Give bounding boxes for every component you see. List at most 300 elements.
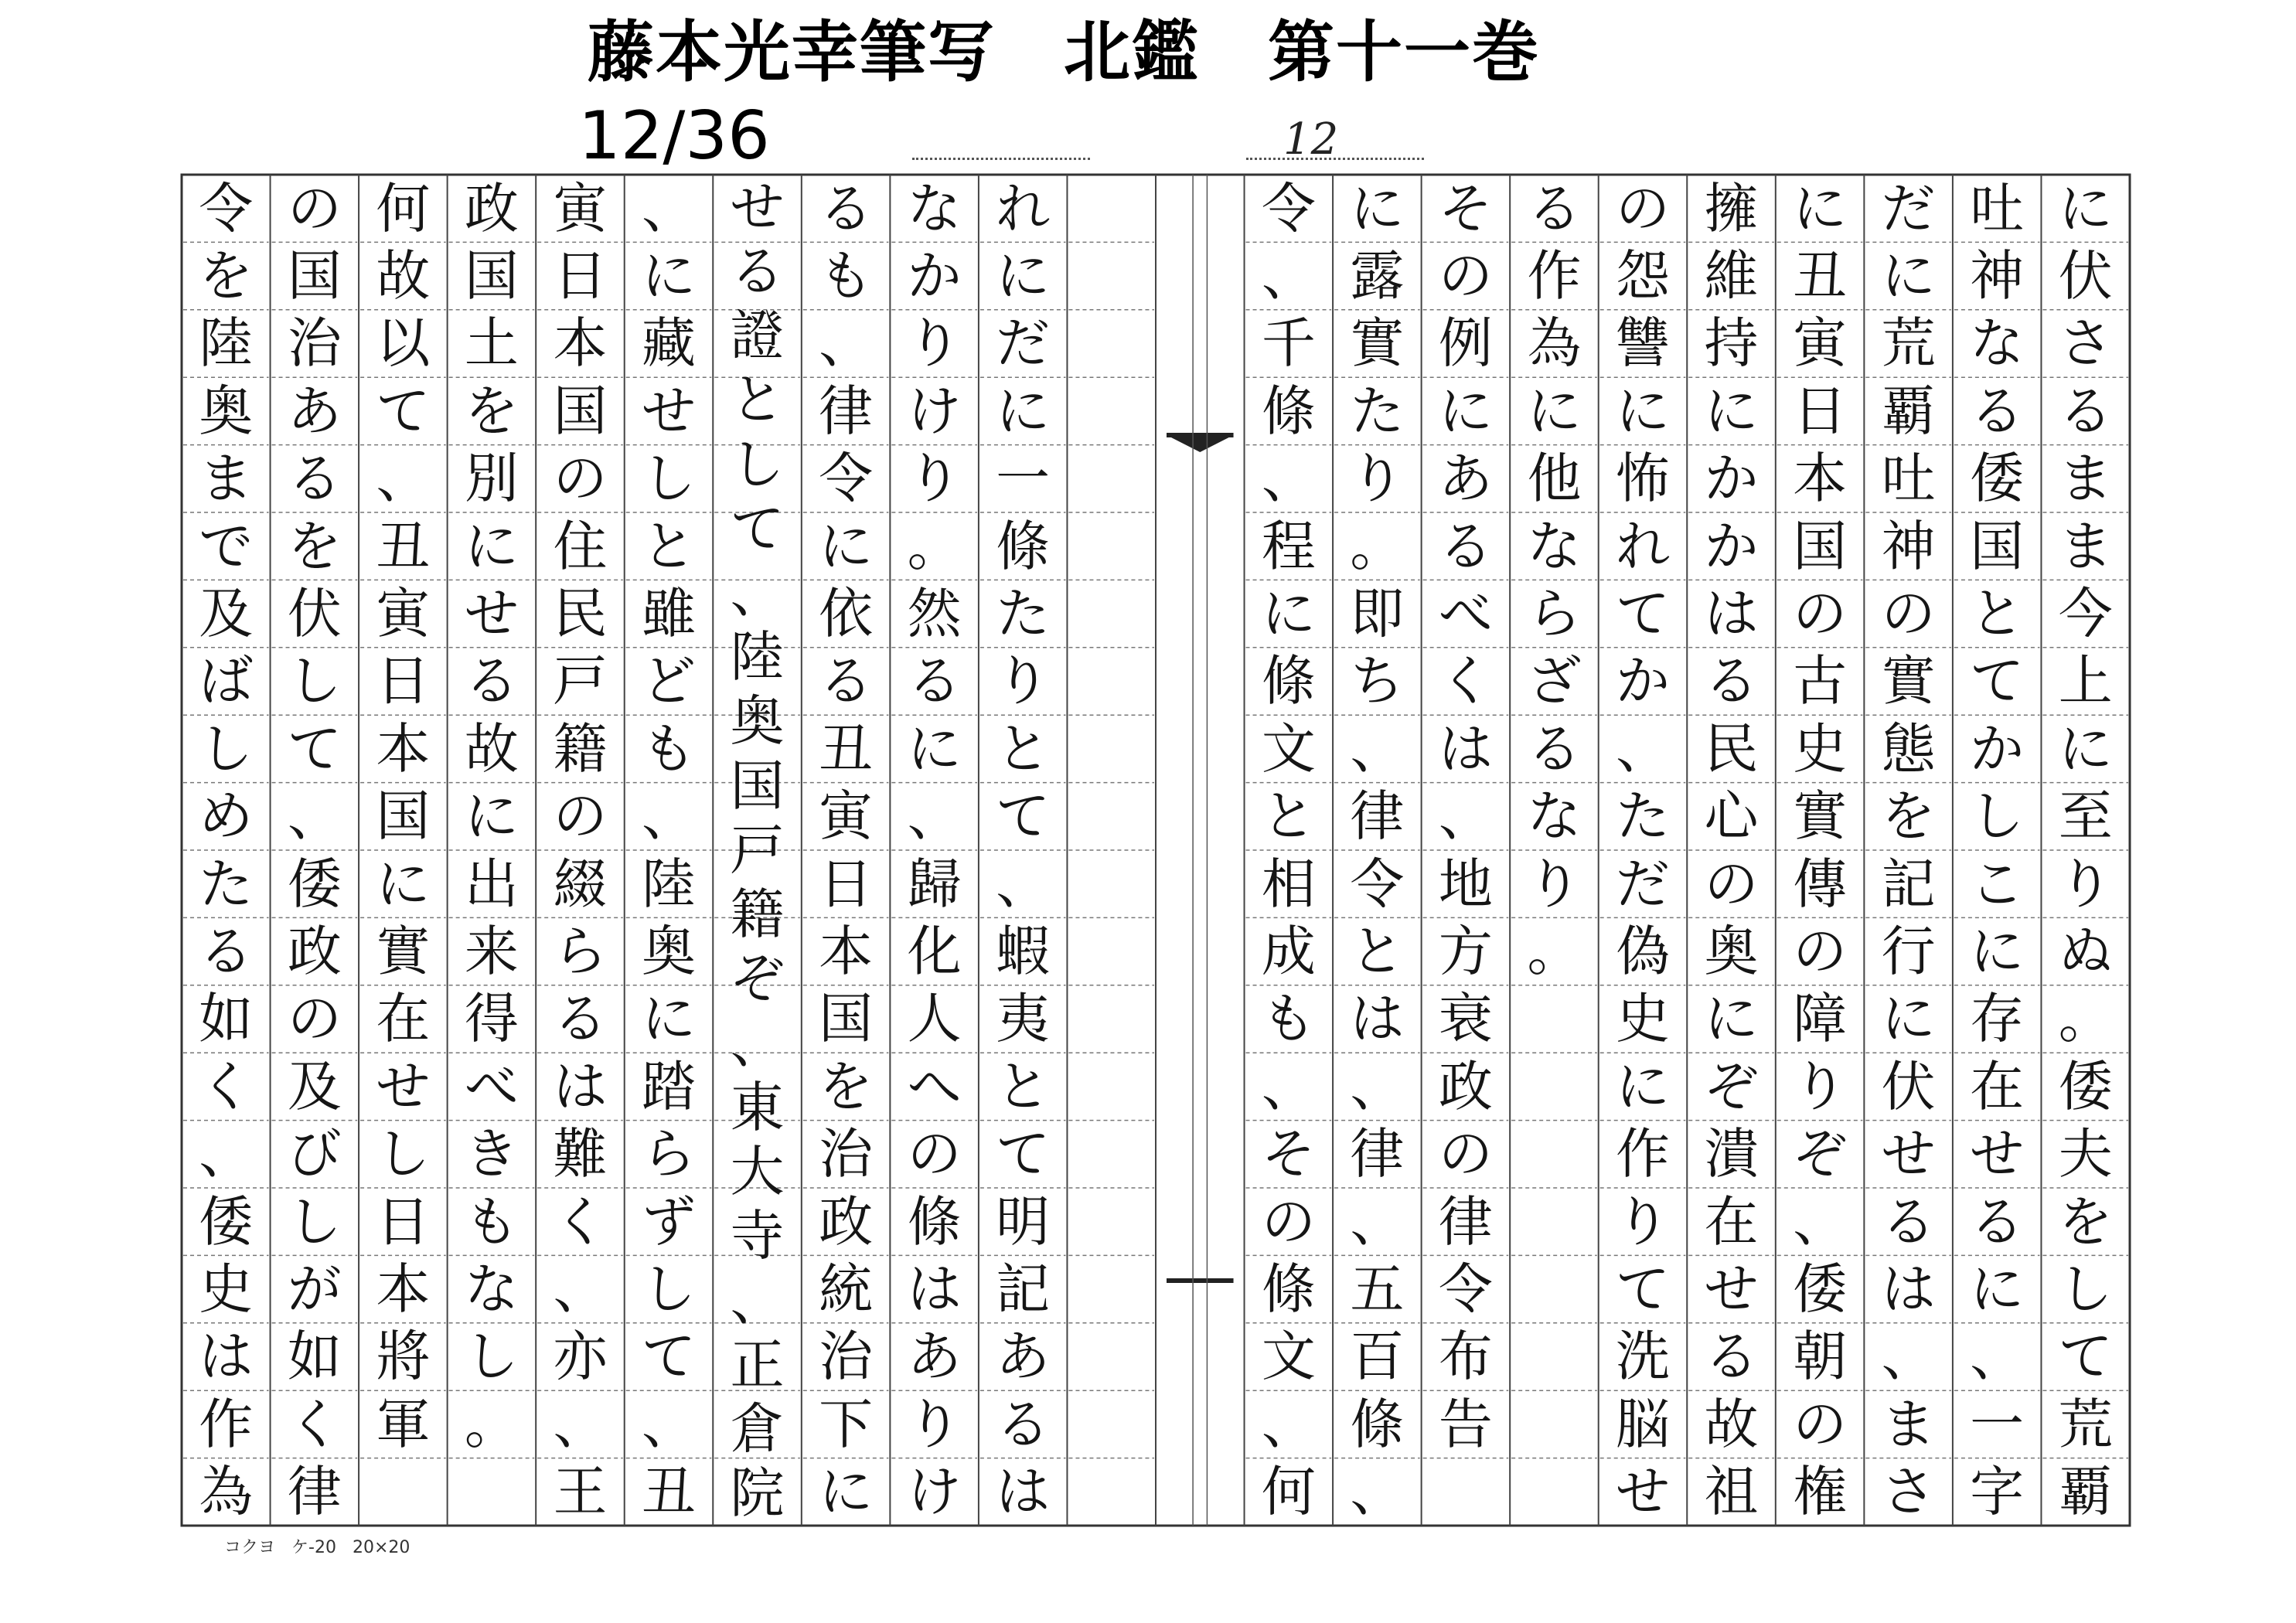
manuscript-char: 吐 [1970,176,2025,240]
manuscript-char: 戸 [730,818,785,882]
manuscript-char: 覇 [1881,379,1936,443]
manuscript-char: 實 [1793,784,1848,849]
manuscript-char: 伏 [287,582,342,646]
manuscript-column [1244,175,1334,1526]
manuscript-char: る [1527,716,1582,781]
manuscript-char: り [1527,852,1582,916]
manuscript-char: は [907,1257,962,1321]
manuscript-char: 、 [642,1392,696,1456]
manuscript-char: 律 [1350,1122,1405,1186]
manuscript-char: 、 [199,1122,254,1186]
manuscript-char: 在 [1704,1189,1759,1254]
manuscript-char: 古 [1793,649,1848,713]
manuscript-char: 、 [1350,1189,1405,1254]
manuscript-char: 陸 [730,625,785,689]
manuscript-char: か [907,244,962,308]
manuscript-char: せ [376,1054,431,1118]
manuscript-char: 作 [1616,1122,1670,1186]
manuscript-char: 條 [1261,649,1316,713]
manuscript-char: 籍 [730,883,785,947]
manuscript-char: 如 [199,987,254,1051]
manuscript-char: り [1616,1189,1670,1254]
manuscript-char: に [996,379,1051,443]
manuscript-char: な [464,1257,519,1321]
manuscript-char: に [819,514,874,578]
manuscript-char: 寅 [1793,311,1848,376]
manuscript-char: り [1793,1054,1848,1118]
manuscript-char: 倉 [730,1397,785,1461]
manuscript-char: だ [1616,852,1670,916]
manuscript-char: る [819,176,874,240]
manuscript-char: ざ [1527,649,1582,713]
manuscript-char: 及 [199,582,254,646]
manuscript-char: 国 [1970,514,2025,578]
manuscript-char: 土 [464,311,519,376]
manuscript-char: 夫 [2058,1122,2113,1186]
manuscript-char: 條 [1261,379,1316,443]
manuscript-char: し [1970,784,2025,849]
manuscript-char: 令 [1261,176,1316,240]
manuscript-char: そ [1438,176,1493,240]
manuscript-char: も [464,1189,519,1254]
manuscript-char: て [996,784,1051,849]
manuscript-char: る [996,1392,1051,1456]
manuscript-char: 、 [819,311,874,376]
manuscript-char: 、 [1350,1054,1405,1118]
handwritten-page-number: 12 [1283,114,1339,165]
manuscript-char: に [819,1460,874,1524]
manuscript-char: 實 [1350,311,1405,376]
manuscript-char: 東 [730,1075,785,1139]
manuscript-char: 亦 [553,1325,608,1389]
manuscript-char: 本 [1793,447,1848,511]
manuscript-char: に [1970,1257,2025,1321]
manuscript-char: ぬ [2058,919,2113,983]
manuscript-char: の [1438,244,1493,308]
manuscript-char: 即 [1350,582,1405,646]
manuscript-column [890,175,979,1526]
manuscript-char: 今 [2058,582,2113,646]
manuscript-char: び [287,1122,342,1186]
manuscript-char: 国 [553,379,608,443]
manuscript-char: く [199,1054,254,1118]
manuscript-column [1509,175,1599,1526]
manuscript-char: 倭 [1970,447,2025,511]
manuscript-char: 令 [199,176,254,240]
manuscript-char: ち [1350,649,1405,713]
manuscript-column [1067,175,1157,1526]
manuscript-char: 寅 [376,582,431,646]
manuscript-char: か [1616,649,1670,713]
manuscript-char: さ [2058,311,2113,376]
manuscript-char: 百 [1350,1325,1405,1389]
manuscript-char: る [1970,1189,2025,1254]
manuscript-char: 記 [996,1257,1051,1321]
manuscript-char: 明 [996,1189,1051,1254]
manuscript-char: め [199,784,254,849]
manuscript-char: 祖 [1704,1460,1759,1524]
manuscript-char: に [996,244,1051,308]
manuscript-char: に [1261,582,1316,646]
manuscript-char: だ [996,311,1051,376]
manuscript-char: 本 [553,311,608,376]
manuscript-char: 倭 [1793,1257,1848,1321]
manuscript-column [181,175,271,1526]
manuscript-char: 史 [1793,716,1848,781]
manuscript-char: 。 [1527,919,1582,983]
manuscript-char: て [1970,649,2025,713]
manuscript-char: に [464,784,519,849]
manuscript-char: 、 [1881,1325,1936,1389]
manuscript-char: は [1438,716,1493,781]
manuscript-char: 、 [907,784,962,849]
manuscript-char: た [996,582,1051,646]
manuscript-char: 日 [376,649,431,713]
manuscript-char: 大 [730,1140,785,1204]
manuscript-char: 荒 [1881,311,1936,376]
manuscript-char: あ [996,1325,1051,1389]
manuscript-char: 怨 [1616,244,1670,308]
manuscript-char: 、 [553,1257,608,1321]
manuscript-char: 何 [1261,1460,1316,1524]
manuscript-char: 然 [907,582,962,646]
manuscript-char: と [1350,919,1405,983]
manuscript-char: ら [642,1122,696,1186]
manuscript-char: 権 [1793,1460,1848,1524]
manuscript-char: 、 [730,1011,785,1075]
manuscript-char: 字 [1970,1460,2025,1524]
manuscript-char: 衰 [1438,987,1493,1051]
manuscript-char: 人 [907,987,962,1051]
manuscript-char: 故 [464,716,519,781]
manuscript-char: に [1881,987,1936,1051]
manuscript-char: 令 [819,447,874,511]
manuscript-char: は [199,1325,254,1389]
page-counter: 12/36 [578,97,770,175]
manuscript-char: 故 [376,244,431,308]
manuscript-char: 日 [819,852,874,916]
manuscript-char: と [1261,784,1316,849]
manuscript-char: て [287,716,342,781]
manuscript-char: 来 [464,919,519,983]
manuscript-char: 、 [1261,244,1316,308]
manuscript-char: 傳 [1793,852,1848,916]
manuscript-char: 倭 [287,852,342,916]
manuscript-char: の [1793,1392,1848,1456]
manuscript-char: 以 [376,311,431,376]
manuscript-char: 一 [996,447,1051,511]
manuscript-char: を [199,244,254,308]
manuscript-char: も [819,244,874,308]
manuscript-char: 脳 [1616,1392,1670,1456]
manuscript-char: し [376,1122,431,1186]
manuscript-char: せ [730,175,785,239]
manuscript-char: 本 [819,919,874,983]
manuscript-char: せ [1616,1460,1670,1524]
manuscript-char: 、 [1261,447,1316,511]
manuscript-char: の [1616,176,1670,240]
manuscript-char: 、 [996,852,1051,916]
manuscript-char: 院 [730,1461,785,1526]
manuscript-char: 律 [1438,1189,1493,1254]
manuscript-char: 維 [1704,244,1759,308]
manuscript-char: て [996,1122,1051,1186]
manuscript-char: 蝦 [996,919,1051,983]
manuscript-char: の [1438,1122,1493,1186]
manuscript-column [1332,175,1422,1526]
manuscript-char: べ [1438,582,1493,646]
manuscript-char: 依 [819,582,874,646]
manuscript-char: ま [199,447,254,511]
manuscript-char: を [819,1054,874,1118]
manuscript-char: せ [1881,1122,1936,1186]
manuscript-char: 踏 [642,1054,696,1118]
manuscript-char: 史 [199,1257,254,1321]
manuscript-char: る [1704,649,1759,713]
manuscript-char: 程 [1261,514,1316,578]
manuscript-char: 成 [1261,919,1316,983]
manuscript-char: 及 [287,1054,342,1118]
manuscript-char: し [199,716,254,781]
manuscript-char: 、 [553,1392,608,1456]
manuscript-char: 、 [730,561,785,625]
manuscript-char: る [199,919,254,983]
manuscript-char: せ [642,379,696,443]
manuscript-char: 一 [1970,1392,2025,1456]
manuscript-char: に [1616,1054,1670,1118]
manuscript-char: 綴 [553,852,608,916]
manuscript-char: る [287,447,342,511]
manuscript-char: 奥 [199,379,254,443]
manuscript-char: く [287,1392,342,1456]
manuscript-char: の [1881,582,1936,646]
manuscript-char: せ [464,582,519,646]
manuscript-char: 住 [553,514,608,578]
manuscript-column [535,175,625,1526]
manuscript-char: に [2058,176,2113,240]
manuscript-char: と [996,716,1051,781]
manuscript-char: 寅 [553,176,608,240]
manuscript-char: で [199,514,254,578]
manuscript-char: だ [1881,176,1936,240]
manuscript-char: と [730,368,785,432]
manuscript-char: な [1970,311,2025,376]
manuscript-char: に [1970,919,2025,983]
manuscript-char: る [2058,379,2113,443]
manuscript-char: 例 [1438,311,1493,376]
manuscript-char: へ [907,1054,962,1118]
manuscript-char: に [2058,716,2113,781]
manuscript-char: し [730,432,785,496]
manuscript-char: き [464,1122,519,1186]
manuscript-char: 露 [1350,244,1405,308]
manuscript-char: 障 [1793,987,1848,1051]
manuscript-char: を [2058,1189,2113,1254]
manuscript-char: る [1970,379,2025,443]
manuscript-char: こ [1970,852,2025,916]
manuscript-char: 籍 [553,716,608,781]
manuscript-char: に [1704,987,1759,1051]
manuscript-char: 吐 [1881,447,1936,511]
manuscript-char: 歸 [907,852,962,916]
manuscript-char: 告 [1438,1392,1493,1456]
manuscript-char: て [642,1325,696,1389]
manuscript-char: に [1438,379,1493,443]
manuscript-char: 怖 [1616,447,1670,511]
manuscript-char: 政 [819,1189,874,1254]
manuscript-char: も [1261,987,1316,1051]
manuscript-char: た [1616,784,1670,849]
manuscript-char: 別 [464,447,519,511]
manuscript-char: 出 [464,852,519,916]
manuscript-char: に [642,987,696,1051]
manuscript-char: ら [1527,582,1582,646]
manuscript-char: が [287,1257,342,1321]
manuscript-column [713,175,802,1526]
manuscript-char: の [907,1122,962,1186]
manuscript-char: 寅 [819,784,874,849]
manuscript-column [2041,175,2131,1526]
manuscript-char: 、 [376,447,431,511]
manuscript-char: ぞ [1704,1054,1759,1118]
manuscript-char: 相 [1261,852,1316,916]
manuscript-char: 政 [464,176,519,240]
manuscript-char: あ [907,1325,962,1389]
manuscript-char: は [1881,1257,1936,1321]
manuscript-char: ら [553,919,608,983]
manuscript-char: 倭 [199,1189,254,1254]
manuscript-char: 方 [1438,919,1493,983]
manuscript-char: な [1527,784,1582,849]
manuscript-char: そ [1261,1122,1316,1186]
manuscript-char: る [464,649,519,713]
manuscript-char: 在 [376,987,431,1051]
manuscript-char: を [1881,784,1936,849]
manuscript-char: と [1970,582,2025,646]
manuscript-char: 記 [1881,852,1936,916]
manuscript-char: 五 [1350,1257,1405,1321]
manuscript-char: 至 [2058,784,2113,849]
manuscript-char: く [1438,649,1493,713]
manuscript-char: ど [642,649,696,713]
manuscript-char: ば [199,649,254,713]
manuscript-column [358,175,448,1526]
manuscript-char: 民 [1704,716,1759,781]
manuscript-char: ま [2058,514,2113,578]
manuscript-char: 神 [1970,244,2025,308]
manuscript-char: 地 [1438,852,1493,916]
manuscript-char: 寺 [730,1204,785,1268]
manuscript-char: 得 [464,987,519,1051]
manuscript-char: せ [1704,1257,1759,1321]
manuscript-char: は [553,1054,608,1118]
manuscript-char: 奥 [730,689,785,754]
manuscript-char: 丑 [1793,244,1848,308]
manuscript-char: る [907,649,962,713]
manuscript-char: 藏 [642,311,696,376]
manuscript-char: 陸 [642,852,696,916]
manuscript-char: 雖 [642,582,696,646]
manuscript-char: る [819,649,874,713]
manuscript-char: か [1704,447,1759,511]
manuscript-char: に [1704,379,1759,443]
manuscript-char: し [287,1189,342,1254]
manuscript-column [1421,175,1511,1526]
manuscript-char: 日 [376,1189,431,1254]
manuscript-char: れ [996,176,1051,240]
manuscript-char: 條 [907,1189,962,1254]
manuscript-char: か [1970,716,2025,781]
manuscript-char: 国 [464,244,519,308]
manuscript-char: 讐 [1616,311,1670,376]
manuscript-column [624,175,714,1526]
manuscript-char: 持 [1704,311,1759,376]
manuscript-char: る [1438,514,1493,578]
manuscript-char: り [907,447,962,511]
manuscript-char: た [1350,379,1405,443]
manuscript-char: り [2058,852,2113,916]
manuscript-char: 。 [2058,987,2113,1051]
manuscript-char: 偽 [1616,919,1670,983]
manuscript-column [270,175,359,1526]
manuscript-char: 存 [1970,987,2025,1051]
manuscript-char: 治 [819,1325,874,1389]
manuscript-char: 覇 [2058,1460,2113,1524]
manuscript-char: 軍 [376,1392,431,1456]
manuscript-char: 化 [907,919,962,983]
manuscript-char: し [464,1325,519,1389]
manuscript-char: て [2058,1325,2113,1389]
manuscript-char: け [907,1460,962,1524]
manuscript-char: ま [2058,447,2113,511]
manuscript-char: 文 [1261,716,1316,781]
manuscript-char: あ [287,379,342,443]
manuscript-char: て [376,379,431,443]
manuscript-char: 布 [1438,1325,1493,1389]
manuscript-char: 條 [1350,1392,1405,1456]
manuscript-char: 為 [1527,311,1582,376]
manuscript-char: て [1616,1257,1670,1321]
manuscript-char: の [287,987,342,1051]
manuscript-column [978,175,1068,1526]
manuscript-char: を [287,514,342,578]
manuscript-char: 上 [2058,649,2113,713]
manuscript-char: と [642,514,696,578]
manuscript-char: る [1704,1325,1759,1389]
manuscript-char: は [1704,582,1759,646]
manuscript-char: 條 [996,514,1051,578]
manuscript-char: 為 [199,1460,254,1524]
manuscript-char: 荒 [2058,1392,2113,1456]
manuscript-char: 政 [1438,1054,1493,1118]
manuscript-char: か [1704,514,1759,578]
manuscript-char: た [199,852,254,916]
manuscript-column [447,175,537,1526]
paper-brand-label [224,1534,410,1558]
manuscript-char: 治 [287,311,342,376]
manuscript-char: あ [1438,447,1493,511]
manuscript-char: 。 [464,1392,519,1456]
manuscript-char: 日 [1793,379,1848,443]
manuscript-char: の [1793,582,1848,646]
manuscript-char: と [996,1054,1051,1118]
manuscript-char: の [1793,919,1848,983]
manuscript-char: 国 [1793,514,1848,578]
fold-mark-arrow [1167,435,1234,452]
manuscript-column [1598,175,1688,1526]
manuscript-char: 丑 [819,716,874,781]
manuscript-char: 本 [376,716,431,781]
